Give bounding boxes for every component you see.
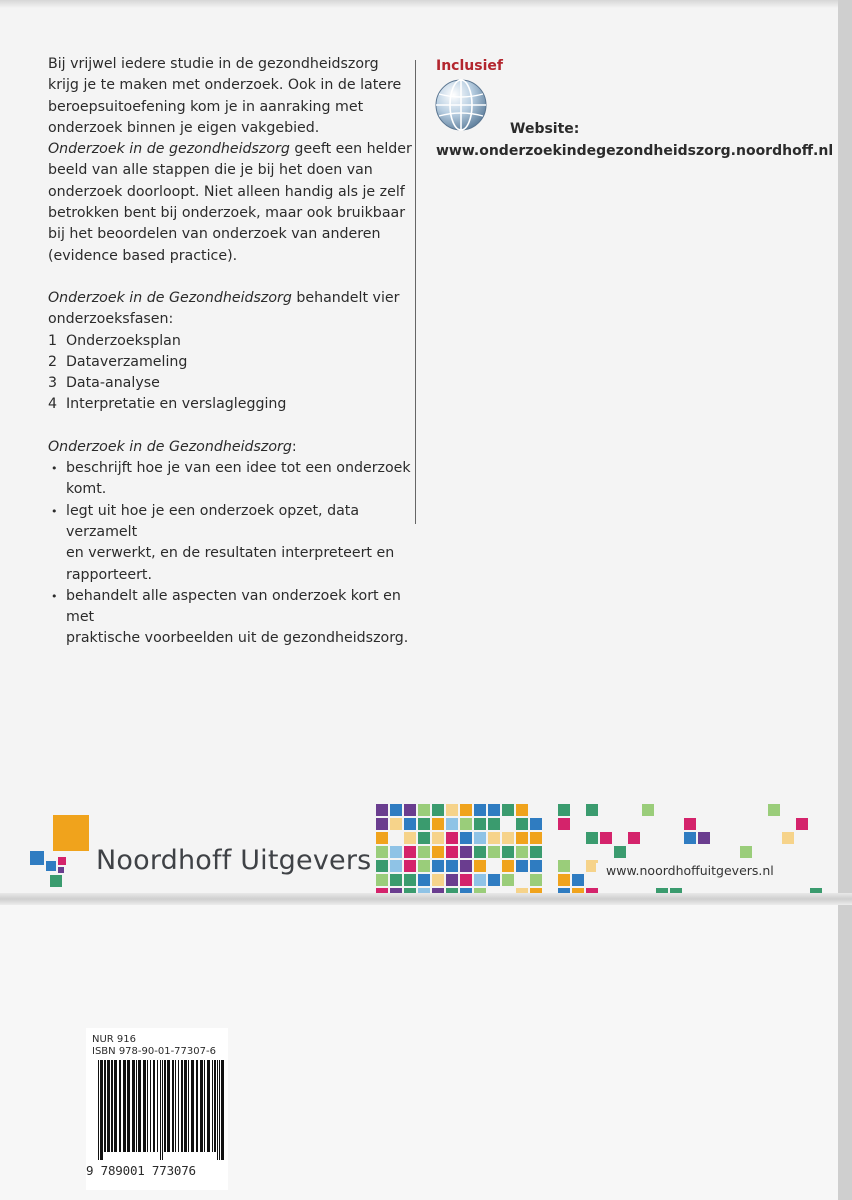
barcode-bar [188, 1060, 189, 1152]
barcode-bar [196, 1060, 198, 1152]
barcode-bar [157, 1060, 158, 1152]
barcode-bar [191, 1060, 194, 1152]
mosaic-tile [516, 860, 528, 872]
barcode-digits: 9 789001 773076 [86, 1163, 196, 1178]
barcode-bar [212, 1060, 213, 1152]
barcode-bar [178, 1060, 179, 1152]
barcode [98, 1060, 224, 1160]
phase-item: 4 Interpretatie en verslaglegging [48, 396, 287, 413]
barcode-bar [104, 1060, 106, 1152]
mosaic-tile [530, 860, 542, 872]
mosaic-tile [418, 860, 430, 872]
noordhoff-logo-icon [28, 813, 90, 889]
features-intro: Onderzoek in de Gezondheidszorg: [48, 438, 297, 455]
mosaic-tile [586, 804, 598, 816]
intro-line: bij het beoordelen van onderzoek van anderen [48, 226, 381, 243]
mosaic-tile [474, 804, 486, 816]
mosaic-tile [558, 874, 570, 886]
phase-item: 3 Data-analyse [48, 375, 160, 392]
mosaic-tile [684, 832, 696, 844]
barcode-bar [143, 1060, 146, 1152]
intro-line: beroepsuitoefening kom je in aanraking met [48, 98, 364, 115]
barcode-bar [172, 1060, 174, 1152]
website-label: Website: [510, 121, 580, 137]
barcode-bar [160, 1060, 161, 1160]
mosaic-tile [404, 846, 416, 858]
mosaic-tile [460, 874, 472, 886]
intro-title-line: Onderzoek in de gezondheidszorg geeft een helder [48, 141, 412, 158]
mosaic-tile [446, 804, 458, 816]
barcode-bar [138, 1060, 141, 1152]
mosaic-tile [488, 874, 500, 886]
mosaic-tile [488, 818, 500, 830]
mosaic-tile [460, 846, 472, 858]
mosaic-tile [614, 846, 626, 858]
barcode-bar [136, 1060, 137, 1152]
mosaic-tile [516, 832, 528, 844]
feature-item: • legt uit hoe je een onderzoek opzet, data verzamelt en verwerkt, en de resultaten interpreteert en rapporteert. [51, 502, 395, 583]
mosaic-tile [516, 818, 528, 830]
barcode-bar [217, 1060, 218, 1160]
mosaic-tile [516, 846, 528, 858]
mosaic-tile [460, 832, 472, 844]
mosaic-tile [418, 874, 430, 886]
mosaic-tile [390, 818, 402, 830]
barcode-bar [111, 1060, 113, 1152]
mosaic-tile [530, 846, 542, 858]
mosaic-tile [390, 874, 402, 886]
website-url[interactable]: www.onderzoekindegezondheidszorg.noordhoff.nl [436, 143, 834, 159]
phases-list [48, 331, 418, 416]
barcode-bar [219, 1060, 220, 1160]
phase-item: 1 Onderzoeksplan [48, 332, 181, 349]
mosaic-tile [404, 874, 416, 886]
mosaic-tile [488, 804, 500, 816]
inclusief-heading: Inclusief [436, 58, 503, 74]
mosaic-tile [418, 846, 430, 858]
barcode-bar [207, 1060, 210, 1152]
mosaic-tile [740, 846, 752, 858]
barcode-bar [150, 1060, 151, 1152]
mosaic-tile [460, 818, 472, 830]
mosaic-tile [404, 818, 416, 830]
mosaic-tile [376, 804, 388, 816]
intro-line: onderzoek binnen je eigen vakgebied. [48, 119, 320, 136]
intro-line: Bij vrijwel iedere studie in de gezondheidszorg [48, 56, 379, 72]
mosaic-tile [404, 860, 416, 872]
mosaic-tile [586, 832, 598, 844]
mosaic-tile [418, 818, 430, 830]
mosaic-tile [502, 860, 514, 872]
mosaic-tile [474, 832, 486, 844]
barcode-bar [98, 1060, 99, 1160]
barcode-bar [184, 1060, 187, 1152]
phases-intro: Onderzoek in de Gezondheidszorg behandelt vier [48, 289, 400, 306]
mosaic-tile [768, 804, 780, 816]
mosaic-tile [418, 832, 430, 844]
mosaic-tile [390, 804, 402, 816]
mosaic-tile [446, 874, 458, 886]
barcode-bar [123, 1060, 126, 1152]
barcode-bar [100, 1060, 103, 1160]
feature-item: • behandelt alle aspecten van onderzoek kort en met praktische voorbeelden uit de gezondheidszorg. [51, 587, 409, 647]
barcode-bar [127, 1060, 130, 1152]
mosaic-tile [530, 874, 542, 886]
mosaic-tile [432, 804, 444, 816]
barcode-bar [181, 1060, 183, 1152]
intro-line: (evidence based practice). [48, 247, 238, 264]
isbn-number: ISBN 978-90-01-77307-6 [92, 1046, 216, 1057]
phase-item: 2 Dataverzameling [48, 353, 188, 370]
intro-line: onderzoek doorloopt. Niet alleen handig als je zelf [48, 183, 405, 200]
mosaic-tile [474, 874, 486, 886]
mosaic-tile [390, 860, 402, 872]
mosaic-tile [376, 860, 388, 872]
mosaic-tile [796, 818, 808, 830]
mosaic-tile [698, 832, 710, 844]
barcode-bar [147, 1060, 148, 1152]
mosaic-tile [558, 804, 570, 816]
barcode-bar [200, 1060, 203, 1152]
mosaic-tile [432, 874, 444, 886]
cover-top-shadow [0, 0, 852, 8]
barcode-bar [153, 1060, 155, 1152]
barcode-bar [164, 1060, 166, 1152]
cover-band [0, 893, 852, 905]
mosaic-tile [460, 860, 472, 872]
mosaic-tile [432, 818, 444, 830]
mosaic-tile [418, 804, 430, 816]
feature-item: • beschrijft hoe je van een idee tot een onderzoek komt. [51, 460, 411, 498]
mosaic-tile [558, 818, 570, 830]
column-divider [415, 60, 416, 524]
mosaic-tile [390, 846, 402, 858]
mosaic-tile [572, 874, 584, 886]
mosaic-tile [530, 832, 542, 844]
barcode-bar [175, 1060, 176, 1152]
barcode-bar [214, 1060, 216, 1152]
mosaic-tile [558, 860, 570, 872]
mosaic-tile [474, 818, 486, 830]
back-cover-description [48, 54, 418, 650]
mosaic-tile [376, 846, 388, 858]
mosaic-tile [376, 832, 388, 844]
barcode-bar [204, 1060, 205, 1152]
barcode-bar [119, 1060, 121, 1152]
publisher-name: Noordhoff Uitgevers [96, 845, 372, 876]
intro-line: beeld van alle stappen die je bij het doen van [48, 162, 373, 179]
mosaic-tile [628, 832, 640, 844]
barcode-bar [221, 1060, 224, 1160]
intro-line: betrokken bent bij onderzoek, maar ook bruikbaar [48, 205, 406, 222]
mosaic-tile [530, 818, 542, 830]
mosaic-tile [502, 832, 514, 844]
features-list [48, 458, 418, 650]
globe-icon [434, 78, 488, 132]
publisher-url[interactable]: www.noordhoffuitgevers.nl [596, 863, 784, 878]
mosaic-tile [642, 804, 654, 816]
mosaic-tile [446, 818, 458, 830]
barcode-bar [132, 1060, 135, 1152]
mosaic-tile [502, 846, 514, 858]
mosaic-tile [460, 804, 472, 816]
mosaic-tile [474, 846, 486, 858]
mosaic-tile [432, 832, 444, 844]
mosaic-tile [684, 818, 696, 830]
mosaic-tile [376, 874, 388, 886]
mosaic-tile [432, 860, 444, 872]
mosaic-tile [376, 818, 388, 830]
mosaic-tile [404, 804, 416, 816]
intro-line: krijg je te maken met onderzoek. Ook in de latere [48, 77, 402, 94]
mosaic-tile [446, 846, 458, 858]
mosaic-tile [474, 860, 486, 872]
barcode-bar [162, 1060, 163, 1160]
mosaic-tile [404, 832, 416, 844]
mosaic-tile [502, 804, 514, 816]
barcode-bar [107, 1060, 110, 1152]
book-title: Onderzoek in de gezondheidszorg [48, 141, 290, 158]
mosaic-tile [600, 832, 612, 844]
mosaic-tile [502, 874, 514, 886]
nur-code: NUR 916 [92, 1034, 137, 1045]
cover-edge [838, 0, 852, 1200]
pixel-mosaic [376, 800, 832, 904]
barcode-bar [114, 1060, 117, 1152]
phases-intro-line: onderzoeksfasen: [48, 311, 174, 328]
mosaic-tile [432, 846, 444, 858]
mosaic-tile [446, 860, 458, 872]
barcode-bar [167, 1060, 170, 1152]
mosaic-tile [516, 804, 528, 816]
mosaic-tile [488, 832, 500, 844]
mosaic-tile [782, 832, 794, 844]
mosaic-tile [446, 832, 458, 844]
mosaic-tile [488, 846, 500, 858]
